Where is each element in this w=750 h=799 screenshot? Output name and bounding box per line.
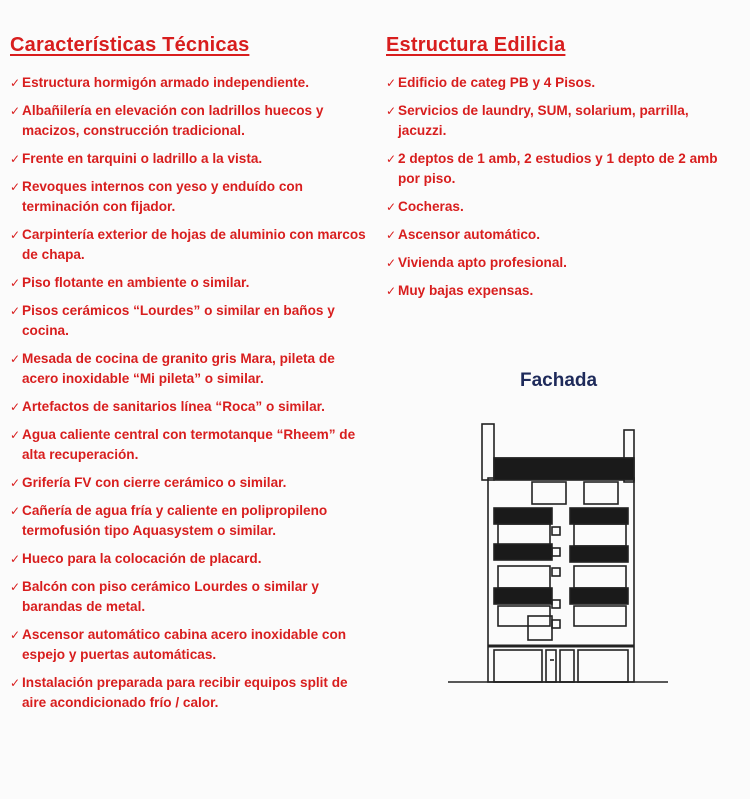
list-item: ✓ Mesada de cocina de granito gris Mara, pileta de acero inoxidable “Mi pileta” o similar.: [10, 349, 370, 389]
check-icon: ✓: [10, 476, 21, 490]
list-item: ✓ Ascensor automático.: [386, 225, 736, 245]
list-item: ✓ Servicios de laundry, SUM, solarium, parrilla, jacuzzi.: [386, 101, 736, 141]
check-icon: ✓: [10, 76, 21, 90]
list-item: ✓ Cocheras.: [386, 197, 736, 217]
check-icon: ✓: [10, 152, 21, 166]
building-structure-list: [386, 73, 736, 301]
check-icon: ✓: [10, 676, 21, 690]
list-item: ✓ Muy bajas expensas.: [386, 281, 736, 301]
check-icon: ✓: [10, 628, 21, 642]
list-item: ✓ Instalación preparada para recibir equipos split de aire acondicionado frío / calor.: [10, 673, 370, 713]
check-icon: ✓: [10, 180, 21, 194]
check-icon: ✓: [386, 104, 397, 118]
facade-title: Fachada: [520, 370, 598, 391]
list-item: ✓ Ascensor automático cabina acero inoxidable con espejo y puertas automáticas.: [10, 625, 370, 665]
list-item: ✓ Frente en tarquini o ladrillo a la vista.: [10, 149, 370, 169]
building-structure-title: Estructura Edilicia: [386, 34, 566, 56]
technical-features-list: [10, 73, 370, 713]
check-icon: ✓: [386, 152, 397, 166]
list-item: ✓ Hueco para la colocación de placard.: [10, 549, 370, 569]
check-icon: ✓: [10, 228, 21, 242]
check-icon: ✓: [386, 76, 397, 90]
check-icon: ✓: [10, 504, 21, 518]
check-icon: ✓: [10, 400, 21, 414]
list-item: ✓ Estructura hormigón armado independiente.: [10, 73, 370, 93]
list-item: ✓ Cañería de agua fría y caliente en polipropileno termofusión tipo Aquasystem o similar.: [10, 501, 370, 541]
list-item: ✓ Piso flotante en ambiente o similar.: [10, 273, 370, 293]
building-structure-column: [386, 34, 736, 309]
list-item: ✓ Edificio de categ PB y 4 Pisos.: [386, 73, 736, 93]
check-icon: ✓: [10, 104, 21, 118]
list-item: ✓ Balcón con piso cerámico Lourdes o similar y barandas de metal.: [10, 577, 370, 617]
list-item: ✓ Artefactos de sanitarios línea “Roca” o similar.: [10, 397, 370, 417]
check-icon: ✓: [10, 304, 21, 318]
list-item: ✓ Carpintería exterior de hojas de aluminio con marcos de chapa.: [10, 225, 370, 265]
facade-drawing: [448, 420, 668, 690]
list-item: ✓ Revoques internos con yeso y enduído con terminación con fijador.: [10, 177, 370, 217]
check-icon: ✓: [386, 200, 397, 214]
list-item: ✓ Grifería FV con cierre cerámico o similar.: [10, 473, 370, 493]
check-icon: ✓: [10, 276, 21, 290]
list-item: ✓ Vivienda apto profesional.: [386, 253, 736, 273]
check-icon: ✓: [386, 228, 397, 242]
technical-features-title: Características Técnicas: [10, 34, 250, 56]
list-item: ✓ Pisos cerámicos “Lourdes” o similar en baños y cocina.: [10, 301, 370, 341]
list-item: ✓ Agua caliente central con termotanque “Rheem” de alta recuperación.: [10, 425, 370, 465]
list-item: ✓ Albañilería en elevación con ladrillos huecos y macizos, construcción tradicional.: [10, 101, 370, 141]
check-icon: ✓: [10, 580, 21, 594]
technical-features-column: [10, 34, 370, 721]
check-icon: ✓: [10, 552, 21, 566]
check-icon: ✓: [386, 256, 397, 270]
list-item: ✓ 2 deptos de 1 amb, 2 estudios y 1 depto de 2 amb por piso.: [386, 149, 736, 189]
check-icon: ✓: [10, 352, 21, 366]
check-icon: ✓: [10, 428, 21, 442]
check-icon: ✓: [386, 284, 397, 298]
